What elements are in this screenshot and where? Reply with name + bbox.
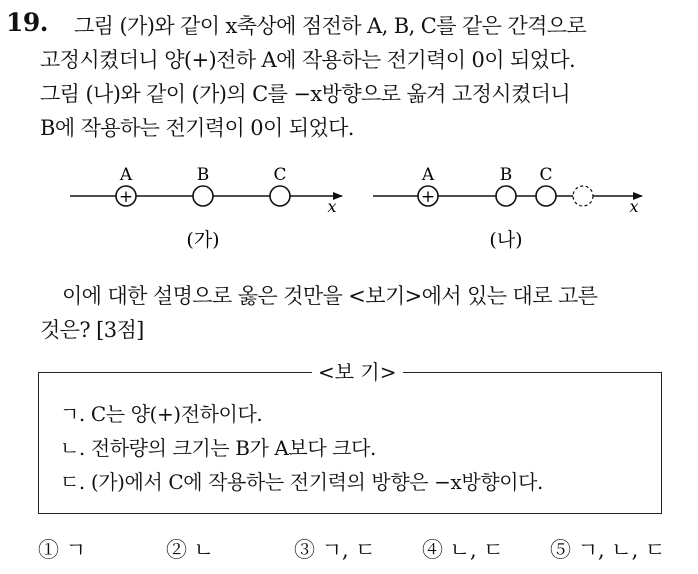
charge-c-label-na: C bbox=[539, 165, 553, 185]
choice-2[interactable]: ② ㄴ bbox=[166, 538, 214, 562]
bogi-item-1: ㄱ. C는 양(+)전하이다. bbox=[60, 402, 263, 426]
choice-5[interactable]: ⑤ ㄱ, ㄴ, ㄷ bbox=[550, 538, 666, 562]
bogi-title: <보 기> bbox=[312, 356, 403, 385]
prompt-line-2: 것은? [3점] bbox=[40, 318, 144, 342]
charge-c-label-ga: C bbox=[273, 165, 287, 185]
axis-label-ga: x bbox=[327, 197, 337, 216]
prompt-line-1: 이에 대한 설명으로 옳은 것만을 <보기>에서 있는 대로 고른 bbox=[62, 284, 598, 308]
question-line-3: 그림 (나)와 같이 (가)의 C를 −x방향으로 옮겨 고정시켰더니 bbox=[40, 82, 571, 106]
choice-1[interactable]: ① ㄱ bbox=[38, 538, 86, 562]
question-number: 19. bbox=[6, 8, 48, 37]
charge-b-label-ga: B bbox=[196, 165, 210, 185]
charge-a-label-ga: A bbox=[119, 165, 133, 185]
charge-c-na bbox=[536, 186, 556, 206]
charge-c-original-position bbox=[573, 186, 593, 206]
charge-b-label-na: B bbox=[499, 165, 513, 185]
charge-a-label-na: A bbox=[421, 165, 435, 185]
question-line-4: B에 작용하는 전기력이 0이 되었다. bbox=[40, 116, 354, 140]
question-line-2: 고정시켰더니 양(+)전하 A에 작용하는 전기력이 0이 되었다. bbox=[40, 48, 576, 72]
caption-ga: (가) bbox=[186, 229, 220, 251]
choice-4[interactable]: ④ ㄴ, ㄷ bbox=[422, 538, 504, 562]
caption-na: (나) bbox=[489, 229, 523, 251]
charge-b-ga bbox=[193, 186, 213, 206]
charge-b-na bbox=[496, 186, 516, 206]
bogi-item-2: ㄴ. 전하량의 크기는 B가 A보다 크다. bbox=[60, 436, 377, 460]
diagram-na bbox=[373, 165, 642, 216]
charge-a-sign-na: + bbox=[420, 187, 436, 207]
diagram-ga bbox=[70, 165, 342, 216]
charge-diagram bbox=[0, 158, 698, 258]
charge-a-sign-ga: + bbox=[118, 187, 134, 207]
axis-label-na: x bbox=[629, 197, 639, 216]
charge-c-ga bbox=[270, 186, 290, 206]
bogi-item-3: ㄷ. (가)에서 C에 작용하는 전기력의 방향은 −x방향이다. bbox=[60, 470, 544, 494]
choice-3[interactable]: ③ ㄱ, ㄷ bbox=[294, 538, 376, 562]
question-line-1: 그림 (가)와 같이 x축상에 점전하 A, B, C를 같은 간격으로 bbox=[74, 14, 587, 38]
